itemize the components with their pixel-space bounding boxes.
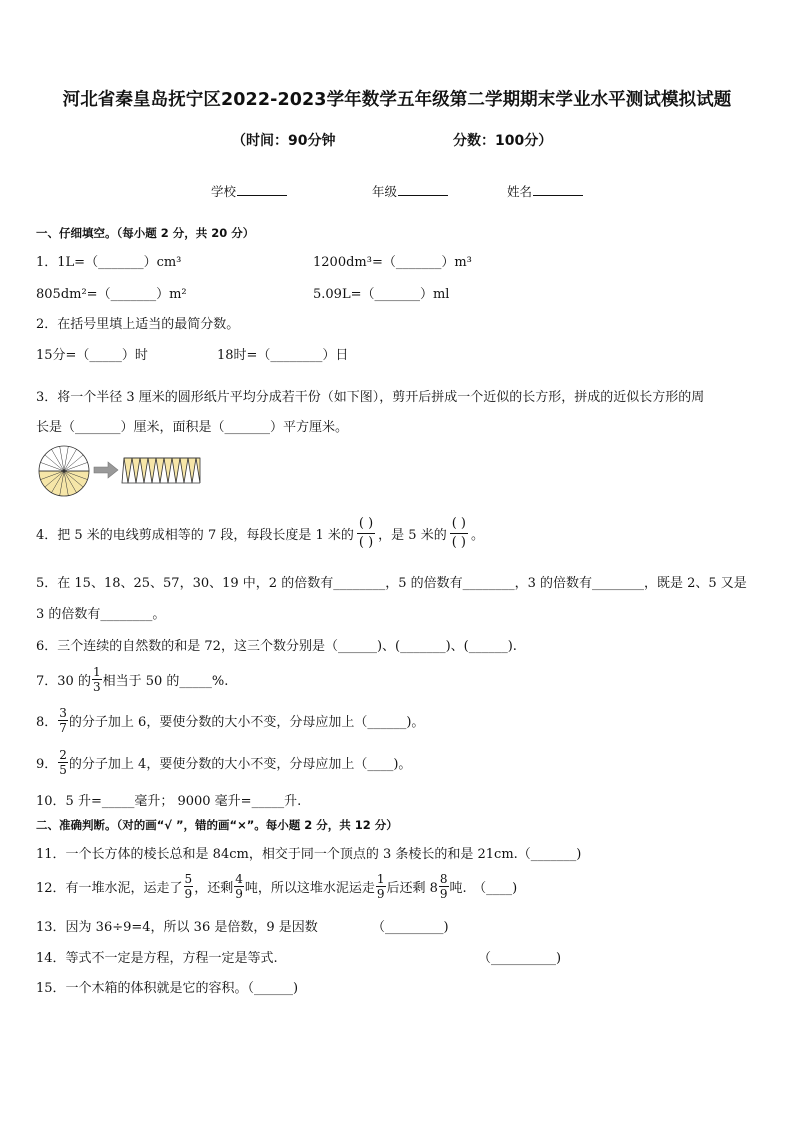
question-2: 2．在括号里填上适当的最简分数。 (36, 317, 240, 332)
school-input-line (237, 183, 287, 196)
question-14: 14．等式不一定是方程，方程一定是等式. (36, 951, 278, 966)
question-12 (36, 869, 517, 903)
question-11: 11．一个长方体的棱长总和是 84cm，相交于同一个顶点的 3 条棱长的和是 21cm.（_______) (36, 847, 582, 862)
question-15: 15．一个木箱的体积就是它的容积。（______) (36, 981, 299, 996)
name-field (507, 182, 583, 200)
question-9-text-a: 9． (36, 756, 58, 772)
question-4-text-b: ，是 5 米的 (378, 527, 447, 543)
name-input-line (533, 183, 583, 196)
question-12-text-c: 吨，所以这堆水泥运走 (244, 880, 375, 896)
question-1b: 1200dm³=（_______）m³ (313, 255, 472, 270)
question-1d: 5.09L=（_______）ml (313, 287, 450, 302)
question-13-answer-blank: （_________) (372, 920, 449, 935)
question-4-text-c: 。 (471, 527, 485, 543)
fraction-numerator: 8 (439, 871, 448, 886)
fraction-denominator: 5 (59, 762, 67, 777)
grade-field (372, 182, 448, 200)
fraction-numerator: 4 (235, 871, 243, 886)
question-8-text-b: 的分子加上 6，要使分数的大小不变，分母应加上（______)。 (68, 714, 425, 730)
question-1a: 1．1L=（_______）cm³ (36, 255, 182, 270)
zigzag-rectangle-icon (122, 458, 202, 483)
fraction-eight-ninths (439, 873, 449, 900)
fraction-two-fifths (58, 749, 68, 776)
question-12-text-b: ，还剩 (194, 880, 234, 896)
question-12-text-a: 12．有一堆水泥，运走了 (36, 880, 183, 896)
question-5-line1: 5．在 15、18、25、57，30、19 中，2 的倍数有________，5 的倍数有________，3 的倍数有________，既是 2、5 又是 (36, 576, 747, 591)
question-2a: 15分=（_____）时 (36, 348, 148, 363)
fraction-one-ninth (376, 873, 386, 900)
question-14-answer-blank: （__________) (478, 951, 562, 966)
question-7-text-a: 7．30 的 (36, 673, 91, 689)
fraction-three-sevenths (58, 707, 68, 734)
school-label: 学校 (211, 184, 237, 199)
fraction-numerator: ( ) (450, 517, 468, 534)
question-3-line2: 长是（_______）厘米，面积是（_______）平方厘米。 (36, 420, 349, 435)
blank-fraction-1 (357, 517, 375, 549)
question-2b: 18时=（________）日 (217, 348, 349, 363)
section1-title: 一、仔细填空。（每小题 2 分，共 20 分） (36, 226, 255, 240)
question-7-text-b: 相当于 50 的_____%. (102, 673, 229, 689)
exam-score: 分数：100分） (453, 133, 553, 149)
fraction-numerator: 5 (184, 871, 193, 886)
question-5-line2: 3 的倍数有________。 (36, 607, 166, 622)
question-8-text-a: 8． (36, 714, 58, 730)
fraction-denominator: 9 (439, 886, 448, 901)
question-7 (36, 664, 228, 694)
circle-to-rectangle-figure (36, 445, 206, 497)
question-12-text-d: 后还剩 8 (386, 880, 438, 896)
fraction-denominator: ( ) (451, 534, 466, 550)
fraction-denominator: 9 (376, 886, 385, 901)
question-13: 13．因为 36÷9=4，所以 36 是倍数，9 是因数 (36, 920, 318, 935)
question-1c: 805dm²=（_______）m² (36, 287, 187, 302)
divided-circle-icon (39, 446, 89, 496)
fraction-numerator: ( ) (357, 517, 375, 534)
fraction-one-third (92, 666, 102, 693)
fraction-numerator: 1 (92, 664, 101, 679)
section2-title: 二、准确判断。（对的画“√ ”，错的画“×”。每小题 2 分，共 12 分） (36, 818, 398, 832)
grade-input-line (398, 183, 448, 196)
fraction-numerator: 2 (59, 747, 67, 762)
blank-fraction-2 (450, 517, 468, 549)
question-6: 6．三个连续的自然数的和是 72，这三个数分别是（______)、(_______)、(______). (36, 639, 517, 654)
fraction-four-ninths (234, 873, 244, 900)
fraction-five-ninths (184, 873, 194, 900)
question-12-text-e: 吨. （____) (449, 880, 518, 896)
name-label: 姓名 (507, 184, 533, 199)
fraction-denominator: 9 (235, 886, 243, 901)
fraction-denominator: 3 (92, 679, 101, 694)
page-title: 河北省秦皇岛抚宁区2022-2023学年数学五年级第二学期期末学业水平测试模拟试题 (62, 90, 732, 110)
fraction-denominator: 7 (59, 720, 67, 735)
question-4-text-a: 4．把 5 米的电线剪成相等的 7 段，每段长度是 1 米的 (36, 527, 354, 543)
grade-label: 年级 (372, 184, 398, 199)
question-10: 10．5 升=_____毫升； 9000 毫升=_____升. (36, 794, 302, 809)
exam-time: （时间：90分钟 (232, 133, 336, 149)
question-9-text-b: 的分子加上 4，要使分数的大小不变，分母应加上（____)。 (68, 756, 412, 772)
fraction-denominator: ( ) (358, 534, 374, 550)
fraction-numerator: 1 (376, 871, 385, 886)
question-8 (36, 705, 424, 735)
fraction-numerator: 3 (59, 705, 67, 720)
question-4 (36, 511, 484, 555)
fraction-denominator: 9 (184, 886, 193, 901)
question-3-line1: 3．将一个半径 3 厘米的圆形纸片平均分成若干份（如下图），剪开后拼成一个近似的长方形，拼成的近似长方形的周 (36, 390, 705, 405)
question-9 (36, 747, 411, 777)
arrow-right-icon (94, 462, 118, 478)
school-field (211, 182, 287, 200)
